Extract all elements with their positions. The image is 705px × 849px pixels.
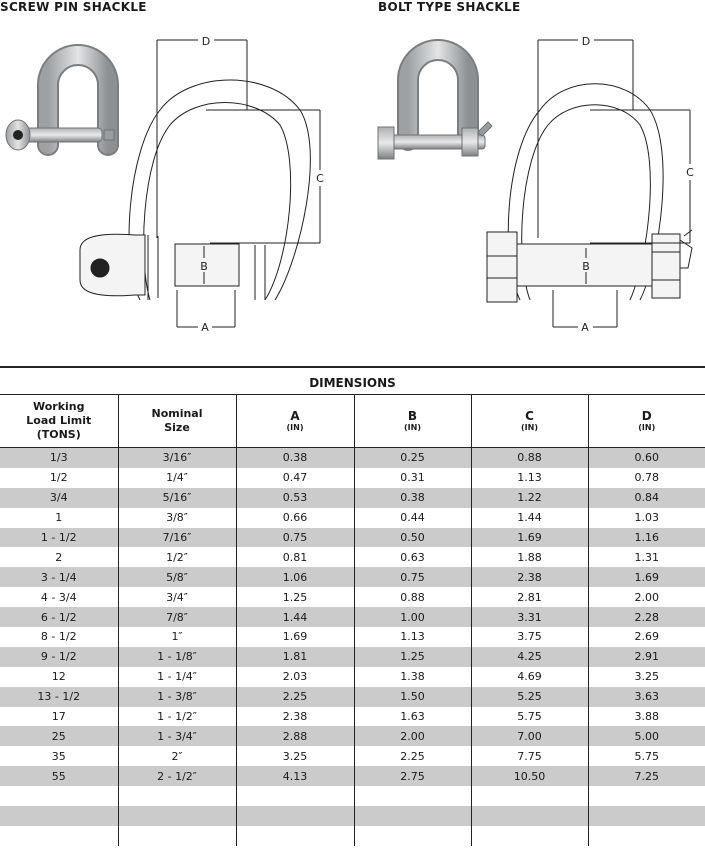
cell-wll: 17 bbox=[51, 710, 66, 724]
cell-b: 0.88 bbox=[354, 587, 471, 607]
cell-wll: 3 - 1/4 bbox=[0, 567, 118, 587]
cell-d: 0.84 bbox=[588, 488, 705, 508]
cell-a: 1.44 bbox=[236, 607, 354, 627]
cell-wll: 6 - 1/2 bbox=[0, 607, 118, 627]
header-a-letter: A bbox=[290, 409, 300, 423]
table-row bbox=[0, 766, 705, 786]
cell-d bbox=[588, 786, 705, 806]
header-wll-line3: (TONS) bbox=[36, 428, 81, 441]
table-row bbox=[0, 488, 705, 508]
cell-a: 1.81 bbox=[236, 647, 354, 667]
table-row bbox=[0, 528, 705, 548]
cell-b: 0.25 bbox=[354, 448, 471, 468]
cell-b: 1.13 bbox=[354, 627, 471, 647]
cell-d: 1.31 bbox=[588, 547, 705, 567]
dimension-label-a: A bbox=[201, 321, 209, 334]
cell-nominal: 7/16″ bbox=[118, 528, 236, 548]
cell-b: 0.44 bbox=[354, 508, 471, 528]
cell-wll: 25 bbox=[0, 726, 118, 746]
cell-d: 3.88 bbox=[588, 707, 705, 727]
cell-d: 1.16 bbox=[588, 528, 705, 548]
cell-b: 1.00 bbox=[354, 607, 471, 627]
cell-wll: 55 bbox=[0, 766, 118, 786]
cell-d: 1.03 bbox=[588, 508, 705, 528]
header-c-letter: C bbox=[525, 409, 534, 423]
table-row bbox=[0, 567, 705, 587]
table-row bbox=[0, 468, 705, 488]
table-row bbox=[0, 508, 705, 528]
cell-wll: 1/3 bbox=[0, 448, 118, 468]
table-row bbox=[0, 707, 705, 727]
cell-c: 0.88 bbox=[471, 448, 588, 468]
cell-a: 2.38 bbox=[236, 707, 354, 727]
cell-nominal bbox=[118, 806, 236, 826]
cell-c bbox=[471, 826, 588, 846]
table-row bbox=[0, 627, 705, 647]
cell-a: 2.88 bbox=[236, 726, 354, 746]
cell-d: 2.91 bbox=[588, 647, 705, 667]
cell-wll: 4 - 3/4 bbox=[40, 590, 77, 604]
header-nominal-line2: Size bbox=[164, 421, 190, 434]
cell-wll: 1/2 bbox=[49, 471, 68, 485]
cell-a: 1.06 bbox=[236, 567, 354, 587]
header-wll-line1: Working bbox=[32, 400, 85, 413]
cell-c: 5.75 bbox=[471, 707, 588, 727]
cell-b: 0.63 bbox=[354, 547, 471, 567]
cell-b: 2.75 bbox=[354, 766, 471, 786]
cell-d: 0.60 bbox=[588, 448, 705, 468]
cell-wll bbox=[0, 786, 118, 806]
cell-nominal: 3/4″ bbox=[118, 587, 236, 607]
cell-wll: 9 - 1/2 bbox=[0, 647, 118, 667]
dimensions-section bbox=[0, 366, 705, 846]
cell-c: 1.22 bbox=[471, 488, 588, 508]
table-row bbox=[0, 786, 705, 806]
table-header-row bbox=[0, 395, 705, 448]
screw-pin-shackle-photo bbox=[6, 55, 114, 150]
dimension-label-b: B bbox=[200, 260, 208, 273]
header-c bbox=[471, 395, 588, 448]
cell-c: 1.44 bbox=[471, 508, 588, 528]
table-row bbox=[0, 448, 705, 468]
cell-c: 1.88 bbox=[471, 547, 588, 567]
cell-a: 2.25 bbox=[236, 687, 354, 707]
cell-wll: 8 - 1/2 bbox=[40, 630, 77, 644]
cell-c: 2.38 bbox=[471, 567, 588, 587]
cell-nominal: 1 - 1/4″ bbox=[118, 667, 236, 687]
cell-b: 1.25 bbox=[354, 647, 471, 667]
cell-d: 7.25 bbox=[588, 766, 705, 786]
cell-d: 3.63 bbox=[588, 687, 705, 707]
header-b-unit: (IN) bbox=[404, 423, 421, 432]
table-row bbox=[0, 607, 705, 627]
cell-a: 4.13 bbox=[236, 766, 354, 786]
cell-b: 1.38 bbox=[354, 667, 471, 687]
cell-wll: 13 - 1/2 bbox=[0, 687, 118, 707]
table-row bbox=[0, 667, 705, 687]
table-row bbox=[0, 547, 705, 567]
cell-nominal: 7/8″ bbox=[118, 607, 236, 627]
cell-c: 4.69 bbox=[471, 667, 588, 687]
cell-c: 2.81 bbox=[471, 587, 588, 607]
cell-d: 2.00 bbox=[588, 587, 705, 607]
cell-wll: 1 bbox=[55, 511, 63, 525]
cell-nominal: 2 - 1/2″ bbox=[118, 766, 236, 786]
cell-b: 1.50 bbox=[354, 687, 471, 707]
cell-b: 1.63 bbox=[354, 707, 471, 727]
cell-a bbox=[236, 786, 354, 806]
cell-a bbox=[236, 806, 354, 826]
header-d bbox=[588, 395, 705, 448]
screw-pin-shackle-title: SCREW PIN SHACKLE bbox=[0, 0, 147, 14]
cell-d bbox=[588, 826, 705, 846]
cell-a bbox=[236, 826, 354, 846]
cell-a: 3.25 bbox=[236, 746, 354, 766]
cell-b: 0.38 bbox=[354, 488, 471, 508]
cell-nominal: 3/8″ bbox=[118, 508, 236, 528]
bolt-type-shackle-diagram bbox=[487, 40, 692, 327]
cell-b: 0.50 bbox=[354, 528, 471, 548]
cell-d: 0.78 bbox=[588, 468, 705, 488]
cell-wll: 2 bbox=[55, 550, 63, 564]
header-b-letter: B bbox=[407, 409, 418, 423]
cell-c: 7.75 bbox=[471, 746, 588, 766]
dimension-label-c: C bbox=[316, 172, 324, 185]
header-a-unit: (IN) bbox=[286, 423, 304, 432]
cell-nominal: 2″ bbox=[118, 746, 236, 766]
header-working-load-limit bbox=[0, 395, 118, 448]
cell-c bbox=[471, 786, 588, 806]
dimensions-table bbox=[0, 394, 705, 846]
cell-b: 2.00 bbox=[354, 726, 471, 746]
cell-c: 4.25 bbox=[471, 647, 588, 667]
cell-a: 0.75 bbox=[236, 528, 354, 548]
cell-a: 2.03 bbox=[236, 667, 354, 687]
header-b bbox=[354, 395, 471, 448]
cell-nominal bbox=[118, 786, 236, 806]
cell-nominal: 1 - 1/2″ bbox=[118, 707, 236, 727]
header-a bbox=[236, 395, 354, 448]
cell-wll: 35 bbox=[51, 749, 66, 763]
cell-b bbox=[354, 826, 471, 846]
table-row bbox=[0, 806, 705, 826]
cell-c: 3.75 bbox=[471, 627, 588, 647]
cell-a: 1.25 bbox=[236, 587, 354, 607]
cell-a: 0.47 bbox=[236, 468, 354, 488]
cell-nominal: 1/4″ bbox=[118, 468, 236, 488]
cell-c: 5.25 bbox=[471, 687, 588, 707]
cell-a: 0.38 bbox=[236, 448, 354, 468]
table-row bbox=[0, 587, 705, 607]
bolt-dimension-label-b: B bbox=[582, 260, 590, 273]
dimension-label-d: D bbox=[201, 35, 211, 48]
header-d-unit: (IN) bbox=[638, 423, 656, 432]
table-row bbox=[0, 647, 705, 667]
cell-a: 1.69 bbox=[236, 627, 354, 647]
cell-c: 1.69 bbox=[471, 528, 588, 548]
cell-a: 0.66 bbox=[236, 508, 354, 528]
bolt-type-shackle-title: BOLT TYPE SHACKLE bbox=[378, 0, 521, 14]
table-row bbox=[0, 826, 705, 846]
cell-wll: 1 - 1/2 bbox=[0, 528, 118, 548]
cell-a: 0.53 bbox=[236, 488, 354, 508]
cell-nominal: 1 - 3/4″ bbox=[118, 726, 236, 746]
table-row bbox=[0, 746, 705, 766]
cell-d: 2.28 bbox=[588, 607, 705, 627]
cell-wll bbox=[0, 826, 118, 846]
cell-nominal: 3/16″ bbox=[118, 448, 236, 468]
cell-d: 3.25 bbox=[588, 667, 705, 687]
cell-wll: 3/4 bbox=[0, 488, 118, 508]
shackle-illustrations bbox=[0, 0, 705, 366]
table-row bbox=[0, 726, 705, 746]
header-d-letter: D bbox=[641, 409, 652, 423]
cell-c: 1.13 bbox=[471, 468, 588, 488]
cell-b bbox=[354, 806, 471, 826]
header-wll-line2: Load Limit bbox=[26, 414, 92, 427]
header-c-unit: (IN) bbox=[521, 423, 538, 432]
cell-wll: 12 bbox=[51, 670, 66, 684]
cell-c: 7.00 bbox=[471, 726, 588, 746]
dimensions-title: DIMENSIONS bbox=[0, 366, 705, 394]
bolt-dimension-label-a: A bbox=[581, 321, 589, 334]
cell-b: 0.75 bbox=[354, 567, 471, 587]
cell-d: 5.00 bbox=[588, 726, 705, 746]
cell-b bbox=[354, 786, 471, 806]
cell-d: 2.69 bbox=[588, 627, 705, 647]
cell-c: 10.50 bbox=[471, 766, 588, 786]
cell-d bbox=[588, 806, 705, 826]
cell-b: 2.25 bbox=[354, 746, 471, 766]
cell-a: 0.81 bbox=[236, 547, 354, 567]
cell-b: 0.31 bbox=[354, 468, 471, 488]
header-nominal-line1: Nominal bbox=[151, 407, 203, 420]
cell-nominal: 1/2″ bbox=[118, 547, 236, 567]
header-nominal-size bbox=[118, 395, 236, 448]
cell-nominal: 1 - 1/8″ bbox=[118, 647, 236, 667]
bolt-type-shackle-photo bbox=[378, 50, 492, 159]
cell-nominal: 5/16″ bbox=[118, 488, 236, 508]
cell-nominal: 1 - 3/8″ bbox=[118, 687, 236, 707]
table-row bbox=[0, 687, 705, 707]
cell-wll bbox=[0, 806, 118, 826]
bolt-dimension-label-d: D bbox=[581, 35, 591, 48]
cell-d: 5.75 bbox=[588, 746, 705, 766]
bolt-dimension-label-c: C bbox=[686, 166, 694, 179]
cell-nominal: 5/8″ bbox=[118, 567, 236, 587]
cell-c bbox=[471, 806, 588, 826]
cell-nominal bbox=[118, 826, 236, 846]
cell-d: 1.69 bbox=[588, 567, 705, 587]
cell-nominal: 1″ bbox=[118, 627, 236, 647]
cell-c: 3.31 bbox=[471, 607, 588, 627]
